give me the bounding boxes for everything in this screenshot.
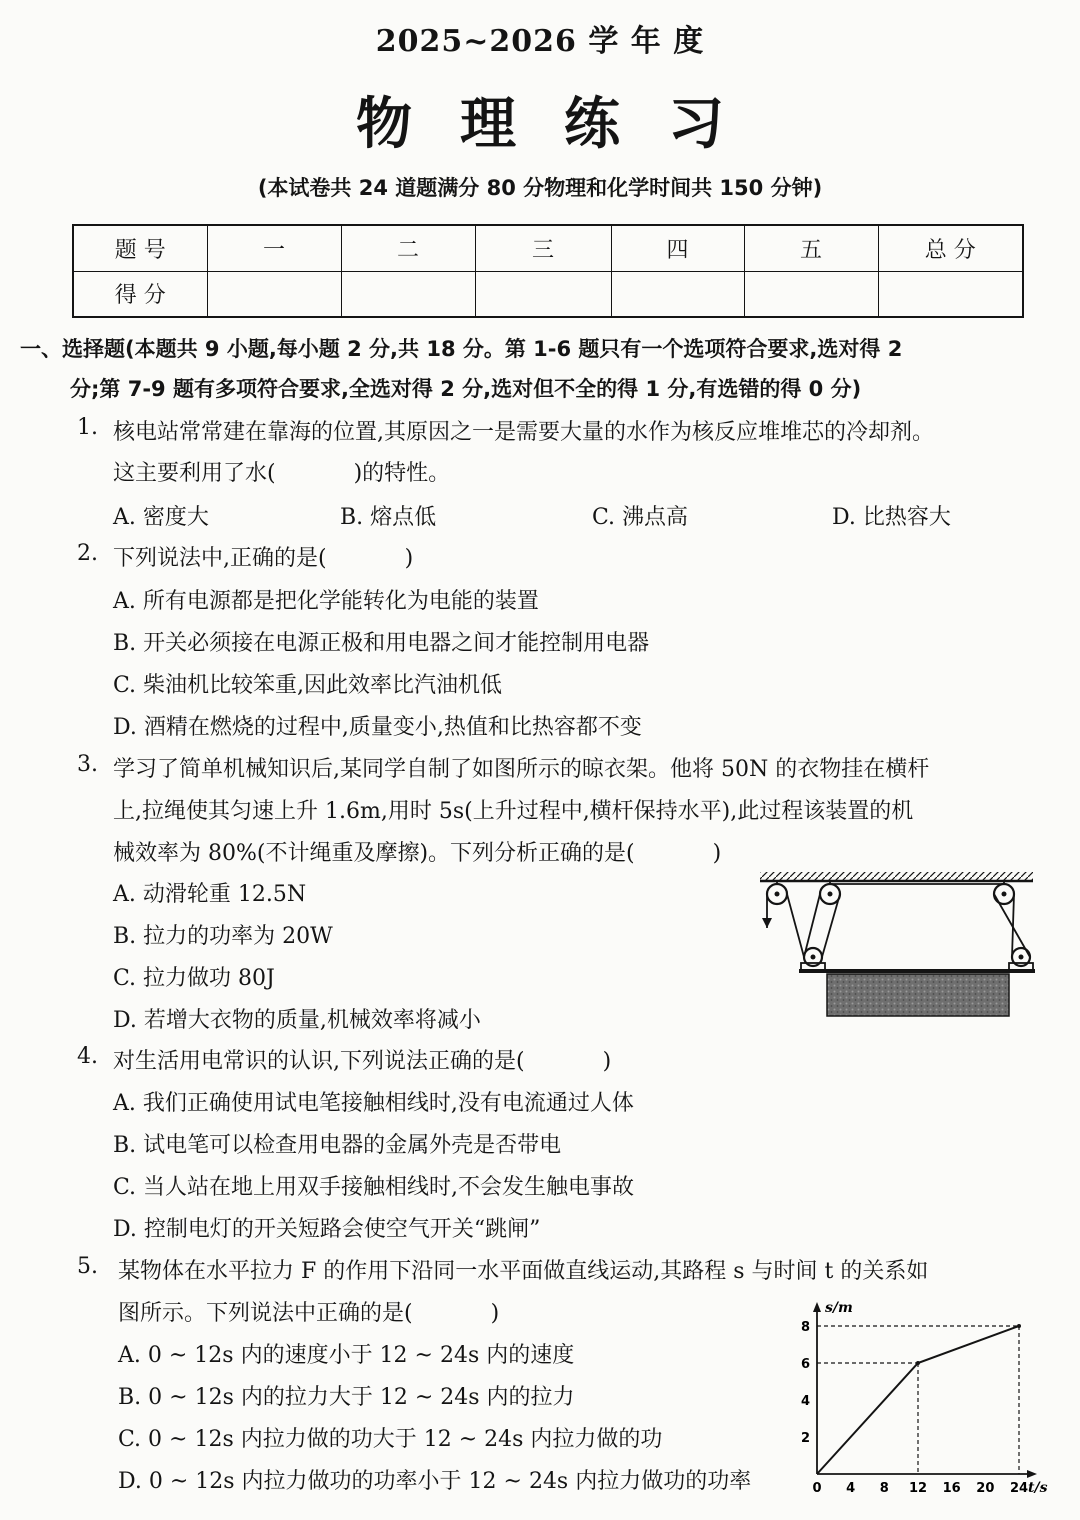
pull-direction-arrow [762, 918, 772, 928]
score-cell: 五 [744, 225, 878, 271]
section-heading-line2: 分;第 7-9 题有多项符合要求,全选对得 2 分,选对但不全的得 1 分,有选错的得 0 分) [70, 377, 862, 401]
question-5-stem-line1: 某物体在水平拉力 F 的作用下沿同一水平面做直线运动,其路程 s 与时间 t 的关系如 [118, 1259, 929, 1284]
question-5-option-b: B. 0 ~ 12s 内的拉力大于 12 ~ 24s 内的拉力 [118, 1385, 575, 1410]
question-2-option-c: C. 柴油机比较笨重,因此效率比汽油机低 [113, 673, 503, 698]
score-cell: 三 [475, 225, 611, 271]
hanging-clothes [827, 974, 1009, 1016]
question-2-option-b: B. 开关必须接在电源正极和用电器之间才能控制用电器 [113, 631, 650, 656]
data-point [916, 1361, 920, 1365]
question-number: 2. [77, 541, 98, 566]
question-5-option-c: C. 0 ~ 12s 内拉力做的功大于 12 ~ 24s 内拉力做的功 [118, 1427, 663, 1452]
x-axis-arrow [1027, 1470, 1037, 1478]
ceiling-hatch [760, 872, 1033, 881]
x-tick-label: 4 [846, 1481, 856, 1496]
page-title: 物理练习 [356, 91, 772, 157]
score-table-header-row [73, 225, 1023, 271]
question-number: 1. [77, 415, 98, 440]
section-heading-line1: 一、选择题(本题共 9 小题,每小题 2 分,共 18 分。第 1-6 题只有一个选项符合要求,选对得 2 [20, 337, 903, 361]
question-1-option-c: C. 沸点高 [592, 505, 689, 530]
question-number: 3. [77, 752, 98, 777]
score-blank[interactable] [611, 271, 744, 317]
question-1-stem-line2: 这主要利用了水( )的特性。 [113, 461, 451, 486]
score-cell: 得 分 [73, 271, 207, 317]
y-axis-label: s/m [825, 1300, 853, 1316]
question-4-stem: 对生活用电常识的认识,下列说法正确的是( ) [113, 1049, 612, 1074]
question-number: 4. [77, 1044, 98, 1069]
score-blank[interactable] [475, 271, 611, 317]
question-3-stem-line1: 学习了简单机械知识后,某同学自制了如图所示的晾衣架。他将 50N 的衣物挂在横杆 [113, 757, 930, 782]
question-1-option-d: D. 比热容大 [832, 505, 951, 530]
question-5-stem-line2: 图所示。下列说法中正确的是( ) [118, 1301, 500, 1326]
y-axis-arrow [813, 1302, 821, 1312]
x-tick-label: 24 [1009, 1481, 1029, 1496]
x-tick-label: 8 [879, 1481, 889, 1496]
question-3-stem-line2: 上,拉绳使其匀速上升 1.6m,用时 5s(上升过程中,横杆保持水平),此过程该装置的机 [113, 799, 914, 824]
score-blank[interactable] [878, 271, 1023, 317]
question-4-option-b: B. 试电笔可以检查用电器的金属外壳是否带电 [113, 1133, 562, 1158]
question-2-option-d: D. 酒精在燃烧的过程中,质量变小,热值和比热容都不变 [113, 715, 642, 740]
clothes-rack-pulley-figure [755, 870, 1040, 1025]
score-table [72, 224, 1024, 318]
question-1-option-b: B. 熔点低 [340, 505, 437, 530]
score-blank[interactable] [744, 271, 878, 317]
x-tick-label: 16 [942, 1481, 961, 1496]
s-t-graph [790, 1292, 1060, 1502]
question-3-option-a: A. 动滑轮重 12.5N [113, 882, 307, 907]
question-3-option-d: D. 若增大衣物的质量,机械效率将减小 [113, 1008, 481, 1033]
question-4-option-d: D. 控制电灯的开关短路会使空气开关“跳闸” [113, 1217, 541, 1242]
y-tick-label: 4 [800, 1394, 810, 1409]
question-5-option-a: A. 0 ~ 12s 内的速度小于 12 ~ 24s 内的速度 [118, 1343, 575, 1368]
year-heading: 2025~2026 学 年 度 [375, 24, 705, 59]
score-blank[interactable] [207, 271, 341, 317]
question-5-option-d: D. 0 ~ 12s 内拉力做功的功率小于 12 ~ 24s 内拉力做功的功率 [118, 1469, 752, 1494]
question-3-option-b: B. 拉力的功率为 20W [113, 924, 333, 949]
x-tick-label: 12 [908, 1481, 928, 1496]
score-blank[interactable] [341, 271, 475, 317]
y-tick-label: 6 [800, 1357, 810, 1372]
question-1-stem: 核电站常常建在靠海的位置,其原因之一是需要大量的水作为核反应堆堆芯的冷却剂。 [113, 420, 934, 445]
score-cell: 四 [611, 225, 744, 271]
question-number: 5. [77, 1254, 98, 1279]
data-point [1017, 1324, 1021, 1328]
score-table-score-row [73, 271, 1023, 317]
question-3-stem-line3: 械效率为 80%(不计绳重及摩擦)。下列分析正确的是( ) [113, 841, 722, 866]
x-tick-label: 20 [976, 1481, 995, 1496]
x-tick-label: 0 [812, 1481, 822, 1496]
question-2-option-a: A. 所有电源都是把化学能转化为电能的装置 [113, 589, 539, 614]
score-cell: 二 [341, 225, 475, 271]
score-cell: 题 号 [73, 225, 207, 271]
exam-subtitle: (本试卷共 24 道题满分 80 分物理和化学时间共 150 分钟) [257, 176, 823, 200]
question-3-option-c: C. 拉力做功 80J [113, 966, 275, 991]
score-cell: 一 [207, 225, 341, 271]
question-1-option-a: A. 密度大 [113, 505, 209, 530]
question-2-stem: 下列说法中,正确的是( ) [113, 546, 414, 571]
x-axis-label: t/s [1028, 1480, 1048, 1496]
score-cell: 总 分 [878, 225, 1023, 271]
y-tick-label: 2 [800, 1431, 810, 1446]
question-4-option-a: A. 我们正确使用试电笔接触相线时,没有电流通过人体 [113, 1091, 634, 1116]
question-4-option-c: C. 当人站在地上用双手接触相线时,不会发生触电事故 [113, 1175, 635, 1200]
y-tick-label: 8 [800, 1320, 810, 1335]
